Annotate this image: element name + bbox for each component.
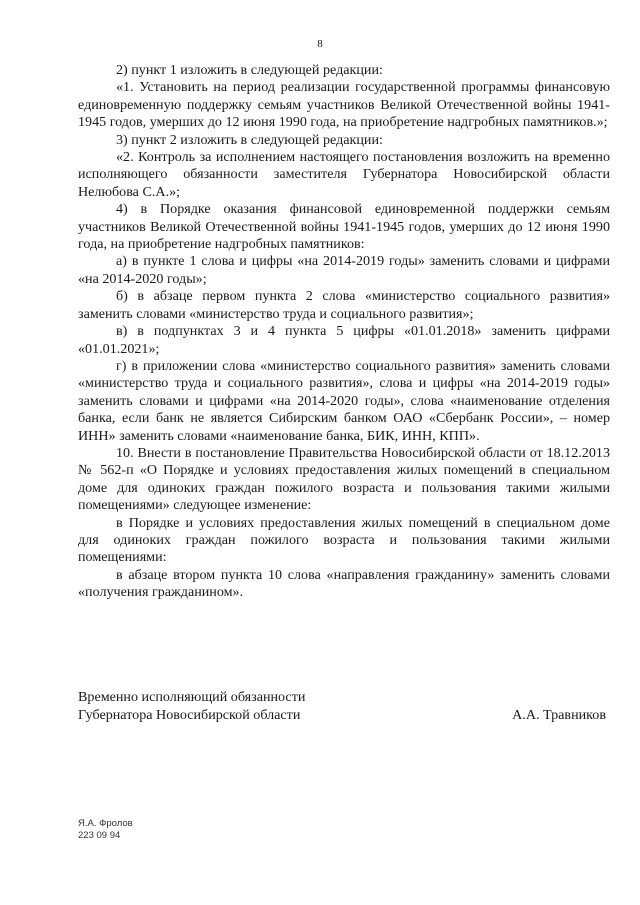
paragraph: г) в приложении слова «министерство социального развития» заменить словами «министерство труда и социального развития», слова и цифры «на 2014-2019 годы» заменить словами и цифрами «на 2014-2020 годы», слова «наименование отделения банка, если банк не является Сибирским банком ОАО «Сбербанк России», – номер ИНН» заменить словами «наименование банка, БИК, ИНН, КПП». (78, 357, 610, 444)
paragraph: 3) пункт 2 изложить в следующей редакции: (116, 131, 383, 148)
paragraph: 2) пункт 1 изложить в следующей редакции: (116, 62, 383, 78)
paragraph: в) в подпунктах 3 и 4 пункта 5 цифры «01.01.2018» заменить цифрами «01.01.2021»; (78, 323, 610, 357)
paragraph: «2. Контроль за исполнением настоящего постановления возложить на временно исполняющего обязанности заместителя Губернатора Новосибирской области Нелюбова С.А.»; (78, 149, 610, 200)
signatory-position-line-1: Временно исполняющий обязанности (78, 689, 306, 705)
paragraph: 4) в Порядке оказания финансовой единовременной поддержки семьям участников Великой Отечественной войны 1941-1945 годов, умерших до 12 июня 1990 года, на приобретение надгробных памятников: (78, 201, 610, 253)
paragraph: в Порядке и условиях предоставления жилых помещений в специальном доме для одиноких граждан пожилого возраста и пользования такими жилыми помещениями: (78, 514, 610, 566)
paragraph: б) в абзаце первом пункта 2 слова «министерство социального развития» заменить словами «министерство труда и социального развития»; (78, 288, 610, 322)
paragraph: «1. Установить на период реализации государственной программы финансовую единовременную поддержку семьям участников Великой Отечественной войны 1941-1945 годов, умерших до 12 июня 1990 года, на приобретение надгробных памятников.»; (78, 79, 610, 131)
signatory-name: А.А. Травников (512, 707, 606, 723)
executor-phone: 223 09 94 (78, 829, 121, 841)
executor-footer (78, 818, 133, 841)
signatory-position-line-2: Губернатора Новосибирской области (78, 707, 301, 723)
paragraph: в абзаце втором пункта 10 слова «направления гражданину» заменить словами «получения гражданином». (78, 566, 610, 601)
document-body (78, 62, 610, 602)
paragraph: 10. Внести в постановление Правительства Новосибирской области от 18.12.2013 № 562-п «О Порядке и условиях предоставления жилых помещений в специальном доме для одиноких граждан пожилого возраста и пользования такими жилыми помещениями» следующее изменение: (78, 444, 610, 514)
executor-name: Я.А. Фролов (78, 818, 133, 829)
signature-block (78, 688, 610, 724)
page-number: 8 (317, 38, 323, 50)
paragraph: а) в пункте 1 слова и цифры «на 2014-2019 годы» заменить словами и цифрами «на 2014-2020 годы»; (78, 253, 610, 287)
